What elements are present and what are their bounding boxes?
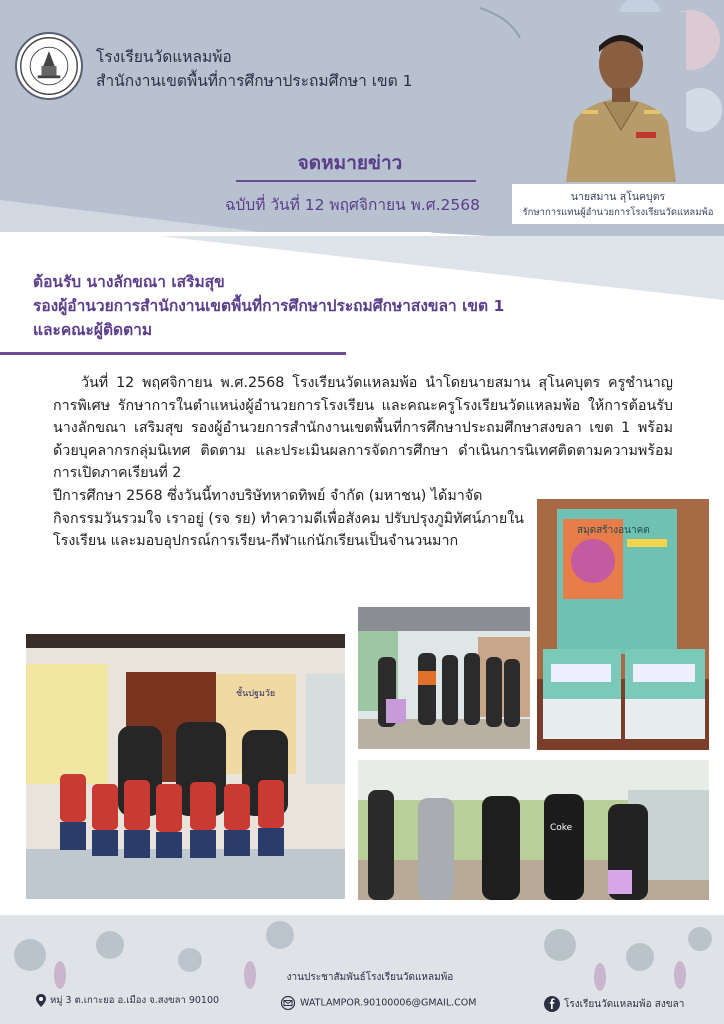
classroom-sign-text: ชั้นปฐมวัย [236,689,276,699]
director-name: นายสมาน สุโนคบุตร [570,191,666,203]
director-caption [512,184,724,224]
photo-students-group [26,634,345,899]
director-role: รักษาการแทนผู้อำนวยการโรงเรียนวัดแหลมพ้อ [522,207,714,218]
welcome-line-3: และคณะผู้ติดตาม [33,321,153,339]
footer-email-text[interactable]: WATLAMPOR.90100006@GMAIL.COM [300,997,477,1009]
footer-facebook-text[interactable]: โรงเรียนวัดแหลมพ้อ สงขลา [564,999,685,1010]
footer-email[interactable] [280,996,476,1010]
facebook-icon [544,996,560,1012]
office-name: สำนักงานเขตพื้นที่การศึกษาประถมศึกษา เขต 1 [96,72,413,90]
director-portrait [556,12,686,182]
school-logo [15,32,83,100]
welcome-divider [0,352,346,355]
shirt-text: Coke [550,823,573,833]
book-title-text: สมุดสร้างอนาคต [577,525,650,536]
welcome-line-1: ต้อนรับ นางลักขณา เสริมสุข [33,273,225,291]
article-paragraph-continued: ปีการศึกษา 2568 ซึ่งวันนี้ทางบริษัทหาดทิพย์ จำกัด (มหาชน) ได้มาจัดกิจกรรมวันรวมใจ เราอยู่ (รจ รย) ทำความดีเพื่อสังคม ปรับปรุงภูมิทัศน์ภายในโรงเรียน และมอบอุปกรณ์การเรียน-กีฬาแก่นักเรียนเป็นจำนวนมาก [53,488,524,549]
newsletter-title: จดหมายข่าว [297,152,403,174]
welcome-line-2: รองผู้อำนวยการสำนักงานเขตพื้นที่การศึกษาประถมศึกษาสงขลา เขต 1 [33,297,505,315]
footer-address-text: หมู่ 3 ต.เกาะยอ อ.เมือง จ.สงขลา 90100 [50,995,220,1006]
map-pin-icon [36,994,46,1007]
footer-facebook[interactable] [544,996,684,1012]
issue-date: ฉบับที่ วันที่ 12 พฤศจิกายน พ.ศ.2568 [224,196,480,214]
email-icon [280,996,296,1010]
article-text-top: วันที่ 12 พฤศจิกายน พ.ศ.2568 โรงเรียนวัดแหลมพ้อ นำโดยนายสมาน สุโนคบุตร ครูชำนาญการพิเศษ รักษาการในตำแหน่งผู้อำนวยการโรงเรียน และคณะครูโรงเรียนวัดแหลมพ้อ ให้การต้อนรับ นางลักขณา เสริมสุข รองผู้อำนวยการสำนักงานเขตพื้นที่การศึกษาประถมศึกษาสงขลา เขต 1 พร้อมด้วยบุคลากรกลุ่มนิเทศ ติดตาม และประเมินผลการจัดการศึกษา ดำเนินการนิเทศติดตามความพร้อมการเปิดภาคเรียนที่ 2 [53,375,673,481]
photo-donated-books [537,499,709,750]
photo-outdoor-staff [358,760,709,900]
footer-address [36,993,219,1008]
welcome-heading [33,270,504,342]
photo-hallway-visit [358,607,530,749]
footer-office: งานประชาสัมพันธ์โรงเรียนวัดแหลมพ้อ [286,972,454,983]
title-divider [236,180,476,182]
school-name: โรงเรียนวัดแหลมพ้อ [96,48,232,66]
article-paragraph-top [53,372,673,485]
